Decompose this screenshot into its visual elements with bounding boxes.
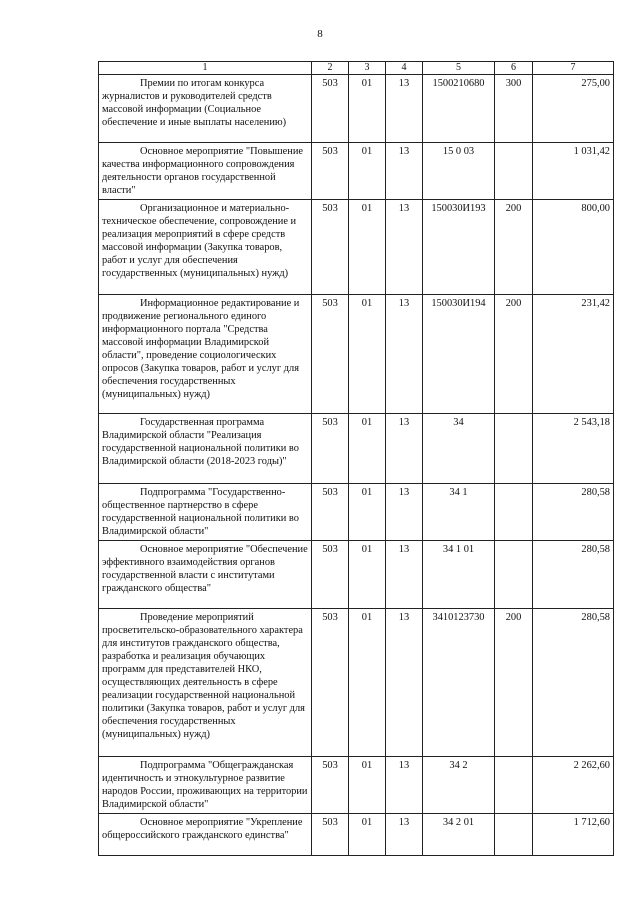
- row-name: Подпрограмма "Государственно-общественное партнерство в сфере государственной национальной политики во Владимирской области": [99, 484, 312, 541]
- header-col-3: 3: [349, 62, 386, 75]
- row-subsection: 13: [386, 609, 423, 757]
- row-expense-type: 300: [495, 75, 533, 143]
- row-target-article: 150030И193: [423, 200, 495, 295]
- row-name: Организационное и материально-техническое обеспечение, сопровождение и реализация мероприятий в сфере средств массовой информации (Закупка товаров, работ и услуг для обеспечения государственных (муниципальных) нужд): [99, 200, 312, 295]
- header-col-2: 2: [312, 62, 349, 75]
- row-ministry-code: 503: [312, 757, 349, 814]
- row-subsection: 13: [386, 541, 423, 609]
- row-subsection: 13: [386, 200, 423, 295]
- row-name: Основное мероприятие "Повышение качества информационного сопровождения деятельности органов государственной власти": [99, 143, 312, 200]
- row-target-article: 34 2: [423, 757, 495, 814]
- budget-table: [98, 61, 614, 856]
- row-subsection: 13: [386, 143, 423, 200]
- row-ministry-code: 503: [312, 295, 349, 414]
- row-expense-type: [495, 143, 533, 200]
- row-expense-type: [495, 814, 533, 856]
- header-col-1: 1: [99, 62, 312, 75]
- row-expense-type: 200: [495, 295, 533, 414]
- row-ministry-code: 503: [312, 200, 349, 295]
- row-ministry-code: 503: [312, 143, 349, 200]
- header-col-6: 6: [495, 62, 533, 75]
- row-name: Премии по итогам конкурса журналистов и руководителей средств массовой информации (Социальное обеспечение и иные выплаты населению): [99, 75, 312, 143]
- row-ministry-code: 503: [312, 484, 349, 541]
- row-section: 01: [349, 814, 386, 856]
- row-target-article: 15 0 03: [423, 143, 495, 200]
- row-subsection: 13: [386, 295, 423, 414]
- row-section: 01: [349, 757, 386, 814]
- row-amount: 280,58: [533, 609, 614, 757]
- table-row: [99, 541, 614, 609]
- row-target-article: 3410123730: [423, 609, 495, 757]
- table-row: [99, 609, 614, 757]
- table-row: [99, 295, 614, 414]
- header-col-4: 4: [386, 62, 423, 75]
- row-amount: 231,42: [533, 295, 614, 414]
- row-name: Основное мероприятие "Обеспечение эффективного взаимодействия органов государственной власти с институтами гражданского общества": [99, 541, 312, 609]
- row-name: Проведение мероприятий просветительско-образовательного характера для институтов гражданского общества, разработка и реализация обучающих программ для представителей НКО, осуществляющих деятельность в сфере реализации государственной национальной политики (Закупка товаров, работ и услуг для обеспечения государственных (муниципальных) нужд): [99, 609, 312, 757]
- row-subsection: 13: [386, 814, 423, 856]
- row-section: 01: [349, 484, 386, 541]
- row-ministry-code: 503: [312, 814, 349, 856]
- row-amount: 280,58: [533, 541, 614, 609]
- table-row: [99, 484, 614, 541]
- row-section: 01: [349, 541, 386, 609]
- page-number: 8: [317, 28, 323, 40]
- row-target-article: 34: [423, 414, 495, 484]
- row-section: 01: [349, 75, 386, 143]
- row-section: 01: [349, 295, 386, 414]
- header-col-7: 7: [533, 62, 614, 75]
- row-target-article: 150030И194: [423, 295, 495, 414]
- row-expense-type: [495, 541, 533, 609]
- row-ministry-code: 503: [312, 414, 349, 484]
- table-row: [99, 414, 614, 484]
- row-expense-type: [495, 484, 533, 541]
- row-ministry-code: 503: [312, 609, 349, 757]
- table-header-row: [99, 62, 614, 75]
- row-target-article: 34 1: [423, 484, 495, 541]
- row-subsection: 13: [386, 484, 423, 541]
- row-expense-type: [495, 757, 533, 814]
- row-target-article: 34 1 01: [423, 541, 495, 609]
- row-target-article: 1500210680: [423, 75, 495, 143]
- row-amount: 800,00: [533, 200, 614, 295]
- row-subsection: 13: [386, 757, 423, 814]
- header-col-5: 5: [423, 62, 495, 75]
- row-amount: 280,58: [533, 484, 614, 541]
- row-amount: 1 031,42: [533, 143, 614, 200]
- row-section: 01: [349, 609, 386, 757]
- row-target-article: 34 2 01: [423, 814, 495, 856]
- row-expense-type: [495, 414, 533, 484]
- row-expense-type: 200: [495, 609, 533, 757]
- table-row: [99, 814, 614, 856]
- table-row: [99, 757, 614, 814]
- row-name: Государственная программа Владимирской области "Реализация государственной национальной политики во Владимирской области (2018-2023 годы)": [99, 414, 312, 484]
- row-name: Подпрограмма "Общегражданская идентичность и этнокультурное развитие народов России, проживающих на территории Владимирской области": [99, 757, 312, 814]
- row-amount: 275,00: [533, 75, 614, 143]
- table-row: [99, 75, 614, 143]
- row-section: 01: [349, 414, 386, 484]
- row-name: Информационное редактирование и продвижение регионального единого информационного портала "Средства массовой информации Владимирской области", проведение социологических опросов (Закупка товаров, работ и услуг для обеспечения государственных (муниципальных) нужд): [99, 295, 312, 414]
- table-row: [99, 200, 614, 295]
- row-expense-type: 200: [495, 200, 533, 295]
- row-section: 01: [349, 143, 386, 200]
- row-amount: 1 712,60: [533, 814, 614, 856]
- row-subsection: 13: [386, 75, 423, 143]
- row-section: 01: [349, 200, 386, 295]
- row-name: Основное мероприятие "Укрепление общероссийского гражданского единства": [99, 814, 312, 856]
- table-row: [99, 143, 614, 200]
- row-ministry-code: 503: [312, 541, 349, 609]
- row-amount: 2 262,60: [533, 757, 614, 814]
- row-amount: 2 543,18: [533, 414, 614, 484]
- row-subsection: 13: [386, 414, 423, 484]
- row-ministry-code: 503: [312, 75, 349, 143]
